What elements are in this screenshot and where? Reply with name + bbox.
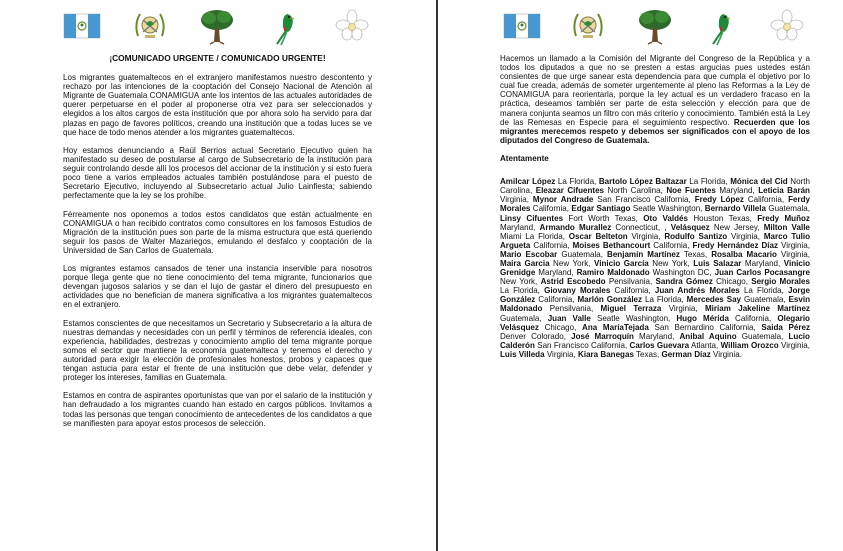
signer-name: Bartolo López Baltazar <box>598 177 687 187</box>
signer-name: Mónica del Cid <box>730 177 788 187</box>
emblem-row <box>502 6 807 46</box>
signer-location: Pensilvania, <box>549 304 594 314</box>
signer-name: Armando Murallez <box>539 222 612 232</box>
signer-name: Esvin Maldonado <box>500 295 810 314</box>
signer-location: Virginia, <box>731 231 760 241</box>
signer-name: Juan Valle <box>547 313 591 323</box>
signer-name: Kiara Banegas <box>578 349 634 359</box>
signer-location: New York, <box>652 258 690 268</box>
signer-name: Sandra Gómez <box>655 277 713 287</box>
signer-location: La Florida, <box>743 286 784 296</box>
signer-name: Linsy Cifuentes <box>500 213 564 223</box>
signoff: Atentamente <box>500 154 549 164</box>
signer-name: Rodulfo Santizo <box>664 231 728 241</box>
signer-name: Moises Bethancourt <box>572 240 651 250</box>
signer-location: La Florida, <box>557 177 597 187</box>
signer-location: Chicago, <box>544 322 577 332</box>
signer-list <box>500 177 810 359</box>
signer-location: Seatle Washington, <box>632 204 703 214</box>
signer-name: Astrid Escobedo <box>540 277 606 287</box>
signer-location: North Carolina, <box>500 177 810 196</box>
signer-location: Houston Texas, <box>693 213 752 223</box>
signer-location: Connecticut, , <box>615 222 667 232</box>
signer-location: Virginia, <box>631 231 661 241</box>
signer-location: California, <box>653 240 690 250</box>
signer-name: Anibal Aquino <box>679 331 737 341</box>
signer-location: California, <box>735 313 772 323</box>
signer-location: Virginia, <box>546 349 576 359</box>
signer-name: Marlón González <box>577 295 643 305</box>
right-text-column <box>500 54 810 359</box>
signer-location: Texas, <box>636 349 660 359</box>
signer-location: Maryland, <box>639 331 675 341</box>
signer-name: German Díaz <box>661 349 711 359</box>
signer-name: Luis Villeda <box>500 349 545 359</box>
signer-name: Giovany Morales <box>544 286 611 296</box>
signer-location: La Florida, <box>689 177 728 187</box>
paragraph: Estamos conscientes de que necesitamos un Secretario y Subsecretario a la altura de nuestras demandas y necesidades con un perfil y términos de referencia ideales, con experiencia, habilidades, destrezas y conocimiento amplio del tema migrante porque somos el sector que mantiene la economía guatemalteca y tenemos el derecho y autoridad para exigir la elección de profesionales honestos, probos y capaces que tengan astucia para estar el frente de una institución que debe velar, defender y proteger los intereses, familias en Guatemala. <box>63 318 372 383</box>
appeal-bold-text: Recuerden que los migrantes merecemos respeto y debemos ser significados con el apoyo de los diputados del Congreso de Guatemala. <box>500 117 810 145</box>
coat-of-arms-icon <box>568 6 608 46</box>
signer-name: Fredy Muñoz <box>757 213 810 223</box>
signer-name: Luis Salazar <box>693 258 742 268</box>
signer-name: Marco Tulio Argueta <box>500 231 810 250</box>
signer-location: Maryland, <box>538 268 574 278</box>
signer-name: Vinicio Grenidge <box>500 258 810 278</box>
signer-location: Fort Worth Texas, <box>568 213 638 223</box>
signer-location: Virginia, <box>781 340 810 350</box>
guatemala-flag-icon <box>62 6 102 46</box>
signer-location: New York, <box>553 258 591 268</box>
signer-location: Seatle Washington, <box>596 313 671 323</box>
signer-name: Oto Valdés <box>643 213 688 223</box>
signer-name: Velásquez <box>670 222 710 232</box>
signer-name: Ramiro Maldonado <box>576 268 650 278</box>
signer-location: Maryland, <box>500 222 536 232</box>
signer-location: Denver Colorado, <box>500 331 566 341</box>
signer-location: Guatemala, <box>741 331 784 341</box>
left-text-column <box>63 54 372 437</box>
signer-location: Virginia. <box>713 349 742 359</box>
signer-location: Maryland, <box>719 186 755 196</box>
signer-location: La Florida, <box>645 295 684 305</box>
document-title: ¡COMUNICADO URGENTE / COMUNICADO URGENTE! <box>109 53 326 63</box>
signer-name: Maira Garcia <box>500 258 550 268</box>
signer-name: Ferdy Morales <box>500 195 810 214</box>
signer-location: Virginia, <box>781 249 810 259</box>
signer-name: Juan Andrés Morales <box>654 286 740 296</box>
signer-name: William Orozco <box>720 340 779 350</box>
signer-name: Carlos Guevara <box>629 340 690 350</box>
signer-name: Edgar Santiago <box>571 204 631 214</box>
signer-name: Hugo Mérida <box>676 313 729 323</box>
signer-name: Vinicio García <box>594 258 649 268</box>
signer-name: Mercedes Say <box>686 295 742 305</box>
signer-name: Olegario Velásquez <box>500 313 810 332</box>
signer-name: Ana MaríaTejada <box>582 322 649 332</box>
signer-location: Virginia, <box>500 195 529 205</box>
paragraph: Los migrantes guatemaltecos en el extranjero manifestamos nuestro descontento y rechazo por las intenciones de la cooptación del Consejo Nacional de Atención al Migrante de Guatemala CONAMIGUA ante los intentos de las actuales autoridades de querer perpetuarse en el poder al proponerse otra vez para ser seleccionados y elegidos a los altos cargos de esta institución que por ahora solo ha servido para dar plazas en pago de favores políticos, creando una institución que a todas luces se ve que hace de todo menos atender a los migrantes guatemaltecos. <box>63 73 372 137</box>
signer-name: Oscar Belteton <box>568 231 628 241</box>
signer-name: Noe Fuentes <box>666 186 716 196</box>
ceiba-tree-icon <box>635 6 675 46</box>
signer-location: San Bernardino California, <box>654 322 756 332</box>
signer-location: New York, <box>500 277 538 287</box>
appeal-text: Hacemos un llamado a la Comisión del Migrante del Congreso de la República y a todos los diputados a que no se presten a estas argucias pues ustedes están consientes de que urge sanear esta dependencia para que cumpla el objetivo por lo cual fue creada, además de someter urgentemente al pleno las Reformas a la Ley de CONAMIGUA para reorientarla, porque la ley actual es un verdadero fracaso en la práctica, deseamos también ser parte de esta selección y elección para que de manera conjunta seamos un filtro con más criterio y conocimiento. También está la Ley de las Remesas en Especie para el seguimiento respectivo. <box>500 54 810 127</box>
right-page <box>438 0 843 551</box>
signer-name: Leticia Barán <box>758 186 810 196</box>
signer-location: Texas, <box>683 249 708 259</box>
signer-location: Pensilvania, <box>608 277 653 287</box>
signer-location: California, <box>533 240 570 250</box>
signer-name: Benjamín Martínez <box>607 249 680 259</box>
signer-location: Atlanta, <box>690 340 719 350</box>
signer-location: Miami La Florida, <box>500 231 565 241</box>
signer-location: New Jersey, <box>713 222 760 232</box>
signer-location: California, <box>614 286 651 296</box>
quetzal-bird-icon <box>265 6 305 46</box>
quetzal-bird-icon <box>701 6 741 46</box>
signer-name: Miriam Jakeline Martínez <box>704 304 810 314</box>
signer-name: Eleazar Cifuentes <box>535 186 605 196</box>
signer-location: North Carolina, <box>607 186 663 196</box>
signer-name: Juan Carlos Pocasangre <box>714 268 810 278</box>
signer-name: Fredy López <box>694 195 744 205</box>
paragraph: Férreamente nos oponemos a todos estos candidatos que están actualmente en CONAMIGUA o han recibido contratos como consultores en los famosos Estudios de Migración de la institución pues son parte de la misma estructura que está queriendo seguir los pasos de Walter Mazariegos, emulando el desfalco y cooptación de la Universidad de San Carlos de Guatemala. <box>63 209 372 255</box>
signer-name: Miguel Terraza <box>600 304 662 314</box>
signer-location: California, <box>538 295 575 305</box>
signer-name: José Marroquín <box>571 331 634 341</box>
signer-name: Saida Pérez <box>761 322 810 332</box>
paragraph: Los migrantes estamos cansados de tener una instancia inservible para nosotros porque llega gente que no tiene conocimiento del tema migrante, funcionarios que devengan jugosos salarios y se dan el lujo de gastar el dinero del presupuesto en actividades que no benefician de manera significativa a los migrantes guatemaltecos en el extranjero. <box>63 264 372 310</box>
ceiba-tree-icon <box>197 6 237 46</box>
signer-location: Guatemala, <box>743 295 786 305</box>
guatemala-flag-icon <box>502 6 542 46</box>
signer-name: Rosalba Macario <box>711 249 777 259</box>
signer-location: Virginia, <box>781 240 810 250</box>
signer-location: Guatemala, <box>768 204 810 214</box>
signer-location: California, <box>747 195 785 205</box>
paragraph: Hoy estamos denunciando a Raúl Berrios actual Secretario Ejecutivo quien ha manifestado su deseo de postularse al cargo de Subsecretario de la institución para seguir controlando desde allí los procesos del accionar de la institución y si esto fuera poco tiene a varios empleados actuales también postulándose para el puesto de Secretario Ejecutivo, incluyendo al Subsecretario actual Julio Lainfiesta; sabiendo perfectamente que la ley se los prohíbe. <box>63 145 372 201</box>
signer-name: Mynor Andrade <box>532 195 594 205</box>
signer-name: Sergio Morales <box>751 277 810 287</box>
signer-location: Guatemala, <box>500 313 542 323</box>
monja-blanca-orchid-icon <box>767 6 807 46</box>
signer-location: La Florida, <box>500 286 540 296</box>
signer-location: San Francisco California, <box>537 340 628 350</box>
signer-name: Bernardo Villela <box>704 204 766 214</box>
signer-location: Washington DC, <box>652 268 712 278</box>
signer-name: Lucio Calderón <box>500 331 810 350</box>
signer-location: San Francisco California, <box>597 195 691 205</box>
emblem-row <box>62 6 372 46</box>
signer-location: Chicago, <box>716 277 748 287</box>
signer-name: Milton Valle <box>763 222 810 232</box>
signer-name: Amilcar López <box>500 177 556 187</box>
signer-location: Virginia, <box>668 304 698 314</box>
signer-location: Maryland, <box>744 258 781 268</box>
signer-name: Fredy Hernández Díaz <box>692 240 779 250</box>
coat-of-arms-icon <box>130 6 170 46</box>
appeal-paragraph <box>500 54 810 145</box>
monja-blanca-orchid-icon <box>332 6 372 46</box>
paragraph: Estamos en contra de aspirantes oportunistas que van por el salario de la institución y han defraudado a los migrantes cuando han estado en cargos públicos. Invitamos a todas las personas que tengan conocimiento de antecedentes de los candidatos a que se manifiesten para apoyar estos procesos de selección. <box>63 391 372 428</box>
signer-location: Guatemala, <box>561 249 603 259</box>
signer-location: California, <box>532 204 569 214</box>
signer-name: Jorge González <box>500 286 810 305</box>
signer-name: Mario Escobar <box>500 249 558 259</box>
